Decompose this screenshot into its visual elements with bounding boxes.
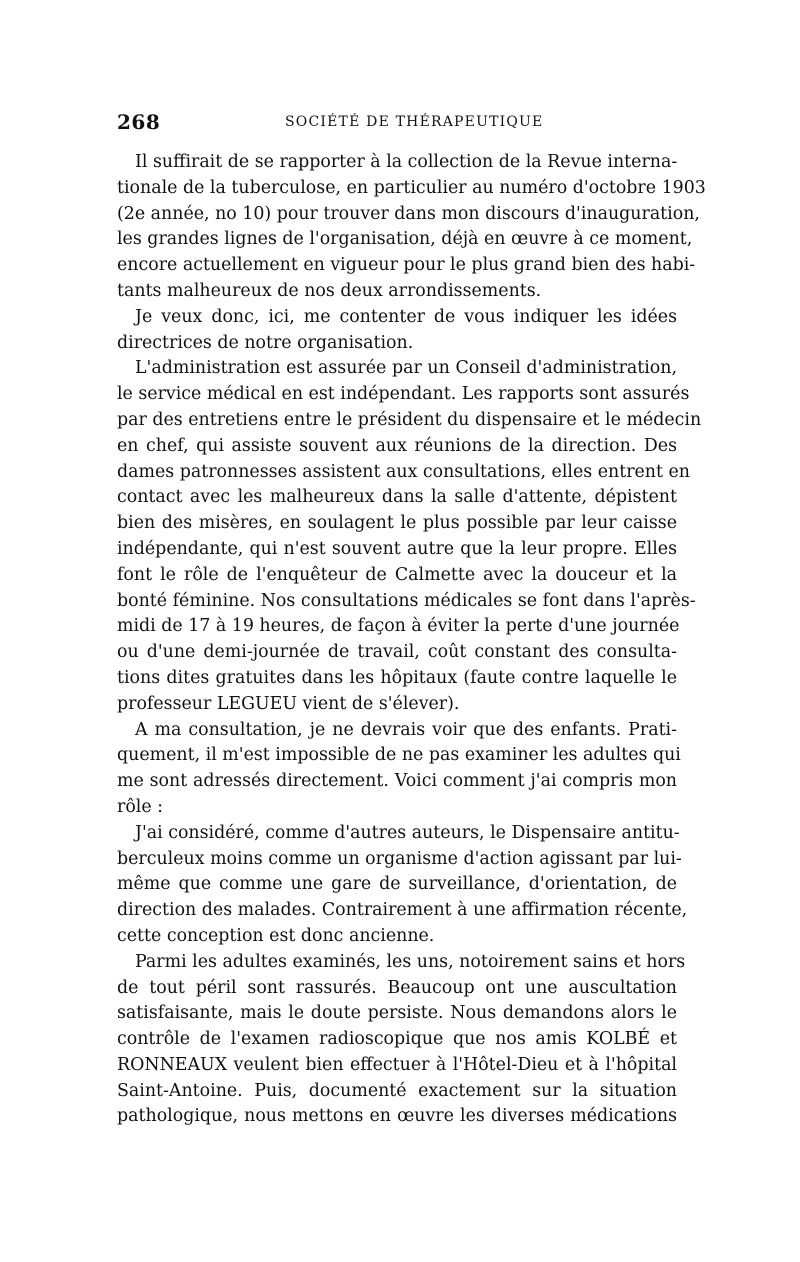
text-line: L'administration est assurée par un Conseil d'administration,: [135, 358, 677, 379]
text-line: Saint-Antoine. Puis, documenté exactement sur la situation: [117, 1080, 677, 1101]
text-line: satisfaisante, mais le doute persiste. Nous demandons alors le: [117, 1003, 677, 1024]
paragraph: [117, 950, 686, 1131]
text-line: me sont adressés directement. Voici comment j'ai compris mon: [117, 771, 677, 792]
text-line: quement, il m'est impossible de ne pas examiner les adultes qui: [117, 745, 681, 766]
text-line: ou d'une demi-journée de travail, coût constant des consulta-: [117, 642, 677, 663]
text-line: en chef, qui assiste souvent aux réunions de la direction. Des: [117, 435, 677, 456]
text-line: le service médical en est indépendant. Les rapports sont assurés: [117, 384, 690, 405]
text-line: font le rôle de l'enquêteur de Calmette avec la douceur et la: [117, 564, 677, 585]
text-line: contrôle de l'examen radioscopique que nos amis KOLBÉ et: [117, 1029, 677, 1050]
text-line: tionale de la tuberculose, en particulier au numéro d'octobre 1903: [117, 177, 706, 198]
body-text: [117, 150, 706, 1130]
text-line: Il suffirait de se rapporter à la collection de la Revue interna-: [135, 152, 678, 172]
text-line: tions dites gratuites dans les hôpitaux (faute contre laquelle le: [117, 667, 677, 688]
page-number: 268: [117, 110, 161, 134]
text-line: contact avec les malheureux dans la salle d'attente, dépistent: [117, 487, 677, 508]
text-line: rôle :: [117, 796, 164, 817]
text-line: les grandes lignes de l'organisation, déjà en œuvre à ce moment,: [117, 229, 693, 250]
paragraph: [117, 150, 706, 305]
text-line: Parmi les adultes examinés, les uns, notoirement sains et hors: [135, 951, 686, 972]
text-line: encore actuellement en vigueur pour le plus grand bien des habi-: [117, 255, 696, 276]
text-line: cette conception est donc ancienne.: [117, 925, 435, 946]
text-line: midi de 17 à 19 heures, de façon à éviter la perte d'une journée: [117, 616, 680, 637]
text-line: même que comme une gare de surveillance, d'orientation, de: [117, 874, 677, 895]
text-line: (2e année, no 10) pour trouver dans mon discours d'inauguration,: [117, 203, 700, 224]
text-line: Je veux donc, ici, me contenter de vous indiquer les idées: [135, 306, 677, 327]
text-line: indépendante, qui n'est souvent autre que la leur propre. Elles: [117, 538, 677, 559]
paragraph: [117, 718, 681, 821]
text-line: bien des misères, en soulagent le plus possible par leur caisse: [117, 513, 677, 534]
text-line: professeur LEGUEU vient de s'élever).: [117, 693, 460, 714]
text-line: bonté féminine. Nos consultations médicales se font dans l'après-: [117, 590, 696, 611]
running-title: SOCIÉTÉ DE THÉRAPEUTIQUE: [285, 114, 544, 130]
text-line: de tout péril sont rassurés. Beaucoup ont une auscultation: [117, 977, 677, 998]
text-line: par des entretiens entre le président du dispensaire et le médecin: [117, 409, 702, 430]
text-line: pathologique, nous mettons en œuvre les diverses médications: [117, 1106, 677, 1127]
paragraph: [117, 356, 702, 717]
paragraph: [117, 305, 677, 357]
text-line: A ma consultation, je ne devrais voir que des enfants. Prati-: [135, 719, 677, 740]
paragraph: [117, 821, 688, 950]
running-head: [117, 110, 677, 140]
text-line: J'ai considéré, comme d'autres auteurs, le Dispensaire antitu-: [135, 822, 680, 843]
text-line: direction des malades. Contrairement à une affirmation récente,: [117, 900, 688, 921]
text-line: RONNEAUX veulent bien effectuer à l'Hôtel-Dieu et à l'hôpital: [117, 1054, 677, 1075]
text-line: tants malheureux de nos deux arrondissements.: [117, 280, 542, 301]
text-line: directrices de notre organisation.: [117, 332, 414, 353]
text-line: berculeux moins comme un organisme d'action agissant par lui-: [117, 848, 682, 869]
text-line: dames patronnesses assistent aux consultations, elles entrent en: [117, 461, 691, 482]
